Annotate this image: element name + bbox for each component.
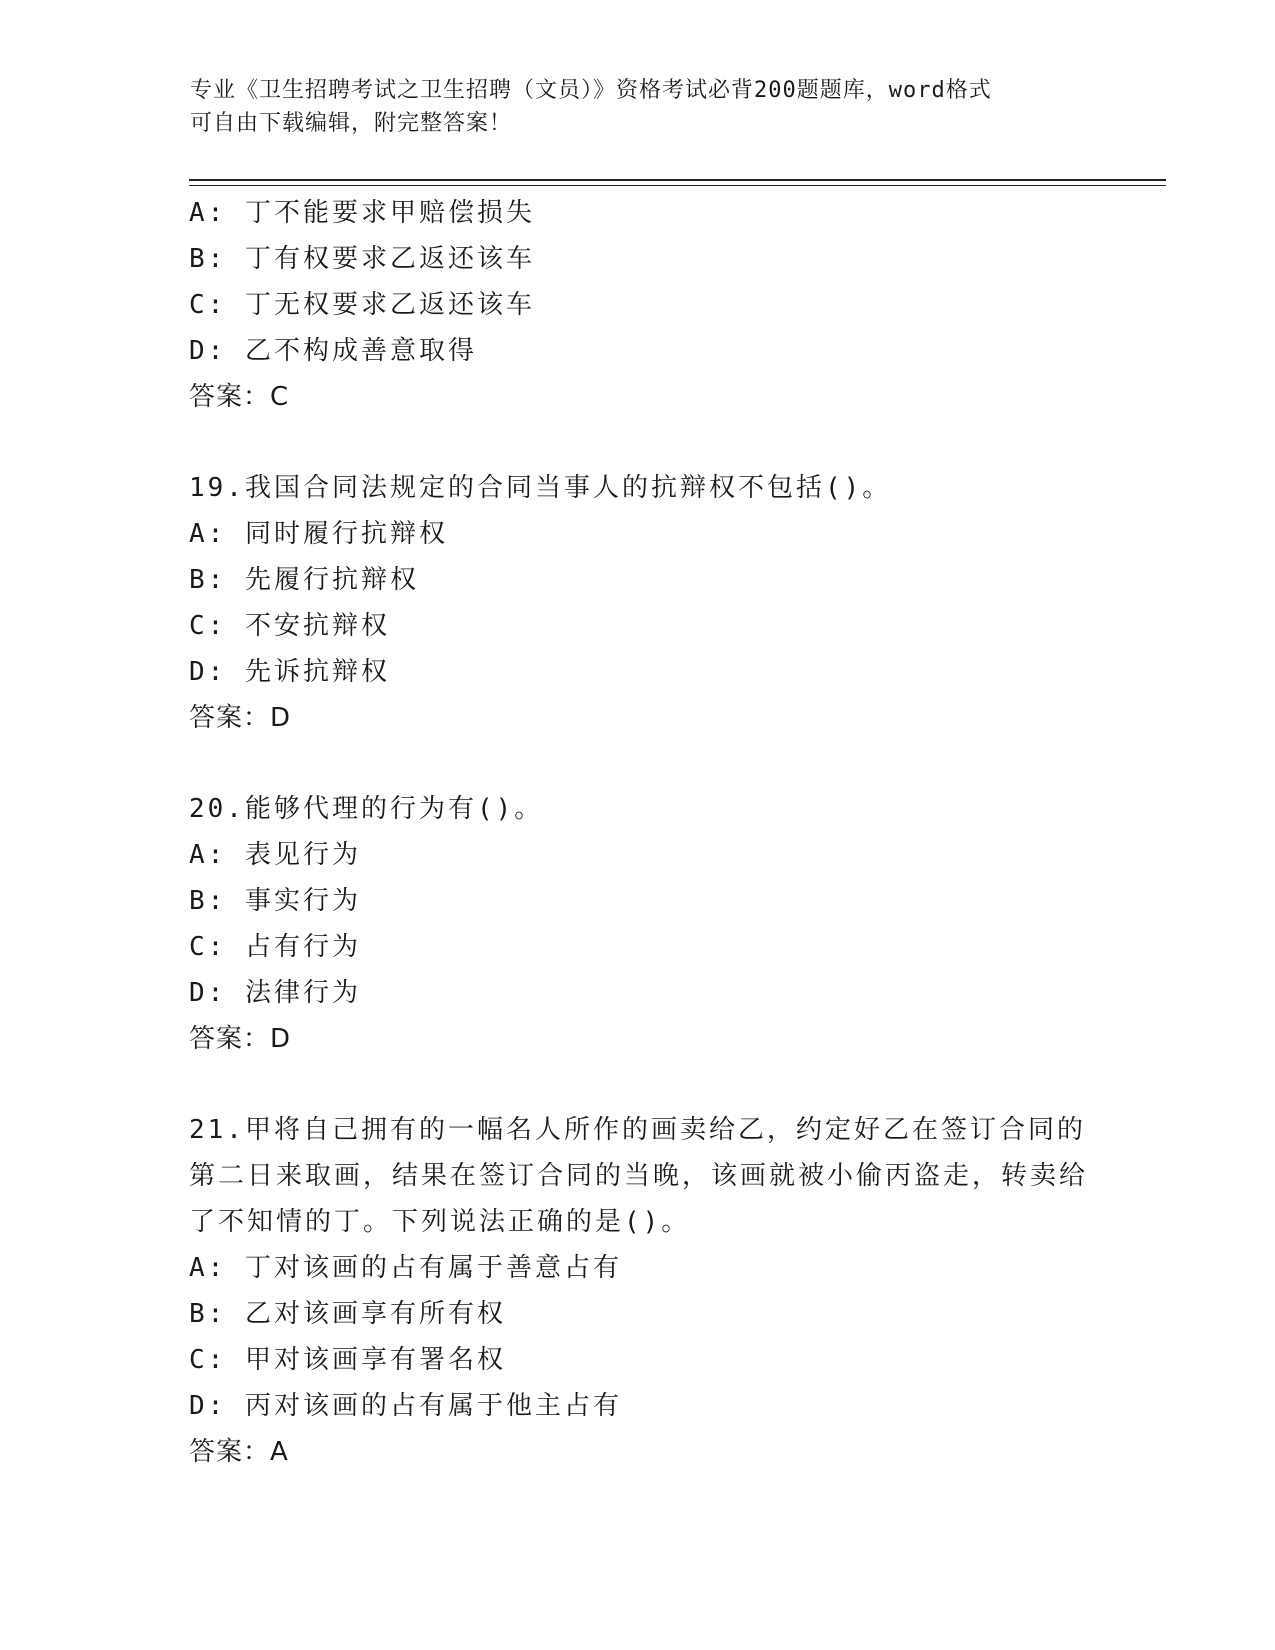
option-b: B: 先履行抗辩权 (189, 565, 419, 595)
option-a: A: 表见行为 (189, 840, 361, 870)
answer-line: 答案：A (189, 1437, 289, 1467)
question-block-19 (189, 465, 1089, 741)
question-text: 21.甲将自己拥有的一幅名人所作的画卖给乙，约定好乙在签订合同的第二日来取画，结果在签订合同的当晚，该画就被小偷丙盗走，转卖给了不知情的丁。下列说法正确的是()。 (189, 1115, 1089, 1237)
header-divider-thick (189, 179, 1166, 181)
option-d: D: 先诉抗辩权 (189, 657, 390, 687)
spacer (189, 420, 1089, 465)
option-c: C: 占有行为 (189, 932, 361, 962)
option-d: D: 丙对该画的占有属于他主占有 (189, 1391, 622, 1421)
option-b: B: 乙对该画享有所有权 (189, 1299, 506, 1329)
option-a: A: 丁对该画的占有属于善意占有 (189, 1253, 622, 1283)
answer-line: 答案：D (189, 1024, 292, 1054)
option-a: A: 丁不能要求甲赔偿损失 (189, 198, 535, 228)
header-line-2: 可自由下载编辑，附完整答案！ (190, 111, 513, 136)
question-text: 20.能够代理的行为有()。 (189, 794, 544, 824)
question-list (189, 190, 1089, 1475)
option-c: C: 甲对该画享有署名权 (189, 1345, 506, 1375)
question-text: 19.我国合同法规定的合同当事人的抗辩权不包括()。 (189, 473, 892, 503)
question-block-18 (189, 190, 1089, 420)
option-c: C: 丁无权要求乙返还该车 (189, 290, 535, 320)
option-c: C: 不安抗辩权 (189, 611, 390, 641)
answer-line: 答案：D (189, 703, 292, 733)
spacer (189, 741, 1089, 786)
option-a: A: 同时履行抗辩权 (189, 519, 448, 549)
answer-line: 答案：C (189, 382, 290, 412)
option-d: D: 法律行为 (189, 978, 361, 1008)
option-b: B: 事实行为 (189, 886, 361, 916)
option-b: B: 丁有权要求乙返还该车 (189, 244, 535, 274)
option-d: D: 乙不构成善意取得 (189, 336, 477, 366)
spacer (189, 1062, 1089, 1107)
header-line-1: 专业《卫生招聘考试之卫生招聘（文员）》资格考试必背200题题库，word格式 (190, 78, 992, 103)
question-block-20 (189, 786, 1089, 1062)
document-header (190, 74, 1090, 140)
question-block-21 (189, 1107, 1089, 1475)
header-divider-thin (189, 185, 1166, 186)
